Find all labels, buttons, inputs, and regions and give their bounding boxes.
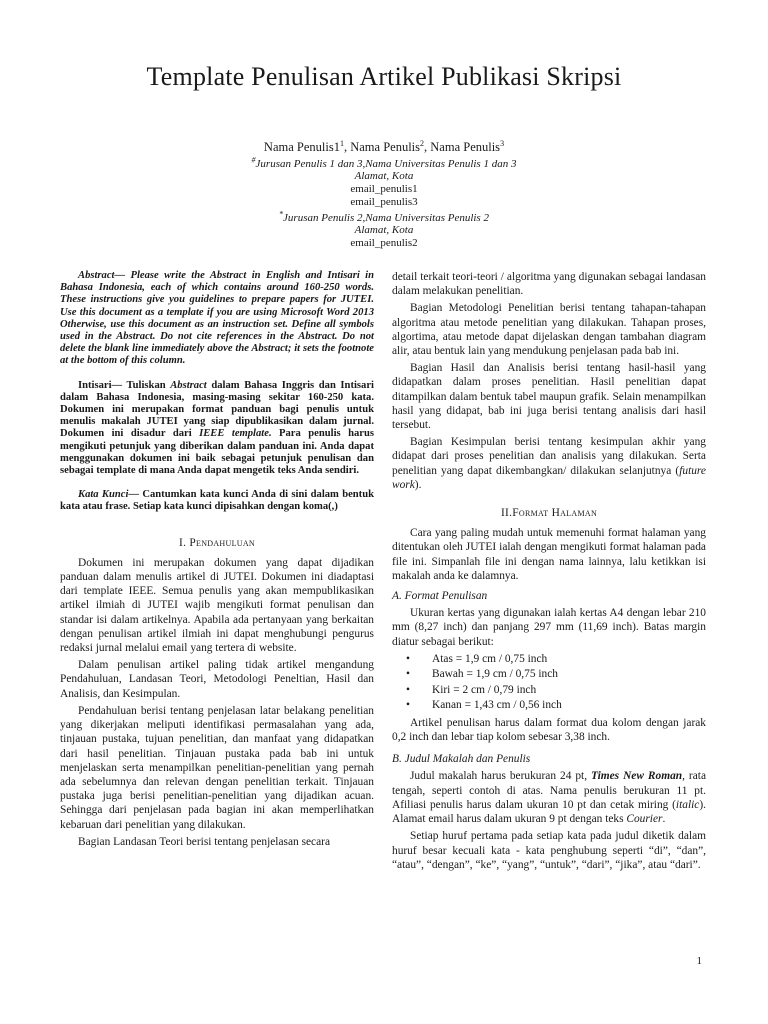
keywords-text: — Cantumkan kata kunci Anda di sini dalam bentuk kata atau frase. Setiap kata kunci dipisahkan dengan koma(,) xyxy=(60,489,374,513)
page-title: Template Penulisan Artikel Publikasi Skripsi xyxy=(146,62,622,91)
list-item: • Kanan = 1,43 cm / 0,56 inch xyxy=(432,698,706,714)
right-column xyxy=(392,270,706,875)
affiliation-2 xyxy=(0,208,768,224)
paragraph: Bagian Landasan Teori berisi tentang penjelasan secara xyxy=(78,835,331,848)
subsection-heading-b: B. Judul Makalah dan Penulis xyxy=(392,753,531,766)
section-heading-1 xyxy=(60,536,374,550)
paragraph-text: Courier xyxy=(626,813,663,826)
address-1: Alamat, Kota xyxy=(354,170,414,183)
intisari xyxy=(60,380,374,478)
author-3: Nama Penulis xyxy=(430,140,501,155)
author-block xyxy=(0,137,768,250)
email-1: email_penulis1 xyxy=(350,183,418,195)
affiliation-1-sup: # xyxy=(251,155,256,165)
paragraph-text: Times New Roman xyxy=(591,770,683,783)
intisari-text: dalam Bahasa Inggris dan Intisari dalam Bahasa Indonesia, masing-masing sekitar 160-250 kata. Dokumen ini merupakan format panduan bagi penulis untuk menulis makalah JUTEI yang siap dipublikasikan dalam jurnal. Dokumen ini disadur dari xyxy=(60,379,374,440)
paragraph: Artikel penulisan harus dalam format dua kolom dengan jarak 0,2 inch dan lebar tiap kolom sebesar 3,38 inch. xyxy=(392,716,706,744)
author-3-sup: 3 xyxy=(500,139,505,148)
intisari-text: Abstract xyxy=(170,379,207,391)
section-number: I. xyxy=(178,536,190,549)
subsection-heading-a: A. Format Penulisan xyxy=(392,590,488,603)
section-title: Pendahuluan xyxy=(189,536,256,549)
paragraph: Dalam penulisan artikel paling tidak artikel mengandung Pendahuluan, Landasan Teori, Metodologi Peneltian, Hasil dan Analisis, dan Kesimpulan. xyxy=(60,659,374,700)
paragraph: Dokumen ini merupakan dokumen yang dapat dijadikan panduan dalam menulis artikel di JUTEI. Dokumen ini diadaptasi dari template IEEE. Semua penulis yang akan mempublikasikan artikel ilmiah di JUTEI wajib mengikuti format penulisan dan standar isi dalam artikelnya. Apabila ada pertanyaan yang berkaitan dengan penulisan artikel ilmiah ini dapat menghubungi pengurus redaksi jurnal melalui email yang tertera di website. xyxy=(60,556,374,655)
paragraph: Bagian Hasil dan Analisis berisi tentang hasil-hasil yang didapatkan dalam proses penelitian. Hasil penelitian dapat ditampilkan dalam bentuk tabel maupun grafik. Selain menampilkan hasil yang didapat, bab ini juga berisi tentang analisis dari hasil tersebut. xyxy=(392,362,706,432)
paragraph xyxy=(392,769,706,826)
intisari-text: IEEE template. xyxy=(199,428,272,440)
left-column xyxy=(60,270,374,852)
section-heading-2 xyxy=(392,506,706,520)
address-2: Alamat, Kota xyxy=(354,224,414,237)
paragraph: Ukuran kertas yang digunakan ialah kertas A4 dengan lebar 210 mm (8,27 inch) dan panjang 297 mm (11,69 inch). Batas margin diatur sebagai berikut: xyxy=(392,607,706,648)
section-title: Format Halaman xyxy=(512,507,598,520)
keywords xyxy=(60,489,374,513)
keywords-label: Kata Kunci xyxy=(78,489,129,501)
author-sep: , xyxy=(343,140,351,155)
author-1-sup: 1 xyxy=(339,139,344,148)
paragraph-text: italic xyxy=(675,798,700,811)
paragraph-text: . xyxy=(662,813,666,826)
paragraph: Setiap huruf pertama pada setiap kata pada judul diketik dalam huruf besar kecuali kata - kata penghubung seperti “di”, “dan”, “atau”, “dengan”, “ke”, “yang”, “untuk”, “dari”, “jika”, atau “dari”. xyxy=(392,830,706,871)
email-2: email_penulis2 xyxy=(350,237,418,250)
list-item: • Bawah = 1,9 cm / 0,75 inch xyxy=(432,667,706,683)
paragraph: detail terkait teori-teori / algoritma yang digunakan sebagai landasan dalam melakukan penelitian. xyxy=(392,271,706,298)
paragraph: Pendahuluan berisi tentang penjelasan latar belakang penelitian yang dikerjakan meliputi identifikasi permasalahan yang ada, tinjauan pustaka, tujuan penelitian, dan manfaat yang didapatkan dari hasil penelitian. Tinjauan pustaka pada bab ini untuk menjelaskan serta menampilkan penelitian-penelitian yang pernah ada sebelumnya dan relevan dengan penelitian terkait. Tinjauan pustaka juga berisi penelitian-penelitian yang dijadikan acuan. Sehingga dari penjelasan pada bagian ini akan memperlihatkan kebaruan dari penelitian yang dilakukan. xyxy=(60,704,374,831)
intisari-text: Intisari— Tuliskan xyxy=(78,379,171,391)
affiliation-1 xyxy=(0,154,768,170)
paragraph-text: Judul makalah harus berukuran 24 pt, xyxy=(410,770,592,783)
intisari-text: Para penulis harus mengikuti petunjuk yang diberikan dalam panduan ini. Anda dapat menggunakan dokumen ini baik sebagai petunjuk penulisan dan sebagai template di mana Anda dapat mengetik teks Anda sendiri. xyxy=(60,428,374,477)
email-3: email_penulis3 xyxy=(350,195,418,208)
affiliation-2-text: Jurusan Penulis 2,Nama Universitas Penulis 2 xyxy=(283,211,489,224)
paragraph: Cara yang paling mudah untuk memenuhi format halaman yang ditentukan oleh JUTEI ialah dengan mengikuti format halaman pada file ini. Simpanlah file ini dengan nama lainnya, lalu ketikkan isi makalah anda ke dalamnya. xyxy=(392,527,706,582)
paragraph-text: ). Alamat email harus dalam ukuran 9 pt dengan teks xyxy=(392,798,706,826)
section-number: II. xyxy=(500,507,513,520)
list-item: • Kiri = 2 cm / 0,79 inch xyxy=(432,683,706,699)
author-sep: , xyxy=(424,140,431,155)
author-1: Nama Penulis1 xyxy=(263,140,340,155)
margin-list xyxy=(392,652,706,714)
author-2: Nama Penulis xyxy=(350,140,421,155)
author-line xyxy=(0,137,768,154)
affiliation-1-text: Jurusan Penulis 1 dan 3,Nama Universitas Penulis 1 dan 3 xyxy=(255,157,517,170)
paragraph: Bagian Metodologi Penelitian berisi tentang tahapan-tahapan algoritma atau metode penelitian yang dilakukan. Tahapan proses, algortima, atau metode dapat dijelaskan dengan tambahan diagram alir, atau bentuk lain yang mendukung penjelasan pada bab ini. xyxy=(392,302,706,358)
author-2-sup: 2 xyxy=(420,139,425,148)
paragraph-text: , rata tengah, seperti contoh di atas. Nama penulis berukuran 11 pt. Afiliasi penulis harus dalam ukuran 10 pt dan cetak miring ( xyxy=(392,770,706,811)
paragraph xyxy=(392,435,706,492)
page-number: 1 xyxy=(696,955,702,967)
paragraph-text: ). xyxy=(414,478,422,491)
paragraph-text: future work xyxy=(392,464,706,491)
list-item: • Atas = 1,9 cm / 0,75 inch xyxy=(432,652,706,668)
paragraph-text: Bagian Kesimpulan berisi tentang kesimpulan akhir yang didapat dari proses penelitian dan analisis yang dilakukan. Serta penelitian yang dapat dikembangkan/ dilakukan selanjutnya ( xyxy=(392,436,706,477)
affiliation-2-sup: * xyxy=(279,209,284,219)
abstract: Abstract— Please write the Abstract in English and Intisari in Bahasa Indonesia, each of which contains around 160-250 words. These instructions give you guidelines to prepare papers for JUTEI. Use this document as a template if you are using Microsoft Word 2013 Otherwise, use this document as an instruction set. Define all symbols used in the Abstract. Do not cite references in the Abstract. Do not delete the blank line immediately above the Abstract; it sets the footnote at the bottom of this column. xyxy=(60,270,374,367)
